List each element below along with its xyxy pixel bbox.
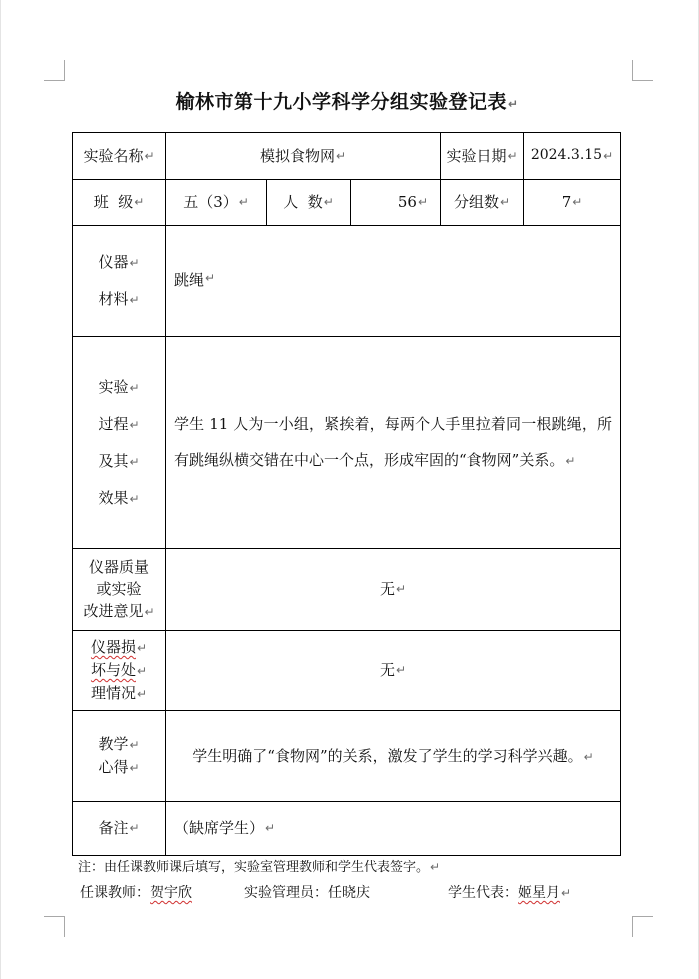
paragraph-mark: ↵	[134, 195, 145, 210]
paragraph-mark: ↵	[205, 271, 216, 285]
paragraph-mark: ↵	[417, 195, 428, 210]
label-text: 班 级	[93, 193, 134, 211]
label-process[interactable]	[72, 336, 165, 548]
value-damage[interactable]	[165, 630, 621, 710]
value-equipment[interactable]	[165, 225, 621, 336]
value-experiment-name[interactable]	[165, 132, 440, 179]
paragraph-mark: ↵	[507, 97, 519, 111]
paragraph-mark: ↵	[603, 148, 614, 163]
title-text: 榆林市第十九小学科学分组实验登记表	[175, 91, 507, 113]
label-text: 或实验	[96, 580, 142, 598]
value-remarks[interactable]	[165, 801, 621, 856]
value-text: 模拟食物网	[259, 146, 335, 165]
label-line	[98, 756, 139, 779]
label-line	[98, 406, 139, 443]
label-people-count[interactable]	[266, 179, 350, 225]
value-text: 学生明确了“食物网”的关系，激发了学生的学习科学兴趣。	[192, 746, 583, 765]
label-text: 坏与处	[90, 661, 136, 679]
paragraph-mark: ↵	[430, 860, 441, 874]
label-class[interactable]	[72, 179, 165, 225]
value-teaching[interactable]	[165, 710, 621, 801]
label-text: 理情况	[90, 684, 136, 702]
paragraph-mark: ↵	[129, 380, 140, 395]
label-text: 过程	[98, 414, 129, 433]
value-text: 无	[379, 661, 395, 679]
crop-mark-bottom-left	[44, 916, 65, 937]
value-text: 56	[397, 193, 417, 211]
value-text: 7	[561, 193, 572, 211]
paragraph-mark: ↵	[129, 417, 140, 432]
teacher-signature	[80, 882, 192, 902]
label-remarks[interactable]	[72, 801, 165, 856]
label-text: 仪器	[98, 253, 129, 271]
paragraph-mark: ↵	[136, 664, 148, 678]
label-line	[98, 443, 139, 480]
process-paragraph	[166, 406, 620, 479]
paragraph-mark: ↵	[144, 605, 155, 619]
label-line	[98, 281, 139, 318]
label-line	[96, 578, 141, 600]
paragraph-mark: ↵	[238, 195, 249, 210]
paragraph-mark: ↵	[129, 256, 140, 270]
label-text: 材料	[98, 290, 129, 308]
footer-note[interactable]	[78, 856, 440, 875]
paragraph-mark: ↵	[136, 641, 148, 655]
label-text: 及其	[98, 451, 129, 470]
crop-mark-bottom-right	[632, 916, 653, 937]
label-text: 仪器损	[90, 638, 136, 656]
label-line	[91, 636, 147, 659]
label-text: 改进意见	[83, 602, 144, 620]
paragraph-mark: ↵	[565, 454, 576, 468]
label-line	[98, 369, 139, 406]
label-text: 心得	[98, 758, 129, 776]
admin-label: 实验管理员：	[244, 885, 328, 901]
label-text: 分组数	[453, 193, 499, 211]
value-people-count[interactable]	[350, 179, 440, 225]
page-edge-left	[0, 0, 1, 979]
value-text: 跳绳	[174, 271, 205, 289]
paragraph-mark: ↵	[335, 148, 347, 163]
value-process[interactable]	[165, 336, 621, 548]
label-text: 备注	[98, 819, 129, 837]
label-text: 仪器质量	[88, 558, 149, 576]
label-experiment-date[interactable]	[440, 132, 523, 179]
paragraph-mark: ↵	[129, 738, 140, 752]
admin-signature	[244, 882, 370, 902]
label-text: 效果	[98, 488, 129, 507]
label-line	[91, 659, 147, 682]
crop-mark-top-right	[632, 60, 653, 81]
paragraph-mark: ↵	[395, 663, 407, 678]
label-group-count[interactable]	[440, 179, 523, 225]
paragraph-mark: ↵	[129, 821, 140, 836]
value-experiment-date[interactable]	[523, 132, 621, 179]
paragraph-mark: ↵	[265, 821, 276, 836]
label-line	[98, 244, 139, 281]
value-group-count[interactable]	[523, 179, 621, 225]
label-equipment[interactable]	[72, 225, 165, 336]
student-name: 姬星月	[518, 885, 560, 901]
paragraph-mark: ↵	[129, 293, 140, 307]
value-text: （缺席学生）	[174, 819, 265, 837]
value-text: 无	[379, 580, 395, 598]
paragraph-mark: ↵	[136, 687, 148, 701]
paragraph-mark: ↵	[129, 454, 140, 469]
paragraph-mark: ↵	[572, 195, 583, 210]
paragraph-mark: ↵	[395, 582, 407, 597]
label-text: 实验名称	[83, 146, 144, 165]
paragraph-mark: ↵	[583, 749, 594, 764]
student-label: 学生代表：	[448, 885, 518, 901]
teacher-label: 任课教师：	[80, 885, 150, 901]
page-title[interactable]	[72, 87, 622, 114]
value-text: 2024.3.15	[530, 147, 603, 164]
teacher-name: 贺宇欣	[150, 885, 192, 901]
teaching-paragraph	[184, 738, 601, 775]
label-line	[83, 600, 154, 623]
label-line	[91, 682, 147, 705]
label-line	[89, 556, 149, 578]
value-text: 学生 11 人为一小组，紧挨着，每两个人手里拉着同一根跳绳，所有跳绳纵横交错在中心一个点，形成牢固的“食物网”关系。	[174, 415, 612, 469]
paragraph-mark: ↵	[129, 491, 140, 506]
label-quality[interactable]	[72, 548, 165, 630]
paragraph-mark: ↵	[507, 148, 518, 163]
crop-mark-top-left	[44, 60, 65, 81]
label-experiment-name[interactable]	[72, 132, 165, 179]
label-damage[interactable]	[72, 630, 165, 710]
label-text: 实验日期	[446, 146, 507, 165]
label-text: 实验	[98, 377, 129, 396]
value-text: 五（3）	[183, 193, 238, 211]
value-quality[interactable]	[165, 548, 621, 630]
paragraph-mark: ↵	[561, 886, 572, 900]
label-line	[98, 733, 139, 756]
label-teaching[interactable]	[72, 710, 165, 801]
admin-name: 任晓庆	[328, 885, 370, 901]
label-text: 人 数	[283, 193, 323, 211]
label-line	[98, 480, 139, 517]
student-signature	[448, 882, 571, 902]
paragraph-mark: ↵	[323, 195, 334, 210]
paragraph-mark: ↵	[144, 148, 155, 163]
label-text: 教学	[98, 735, 129, 753]
note-text: 注：由任课教师课后填写，实验室管理教师和学生代表签字。	[78, 860, 430, 875]
paragraph-mark: ↵	[499, 195, 511, 210]
value-class[interactable]	[165, 179, 266, 225]
paragraph-mark: ↵	[129, 761, 140, 775]
